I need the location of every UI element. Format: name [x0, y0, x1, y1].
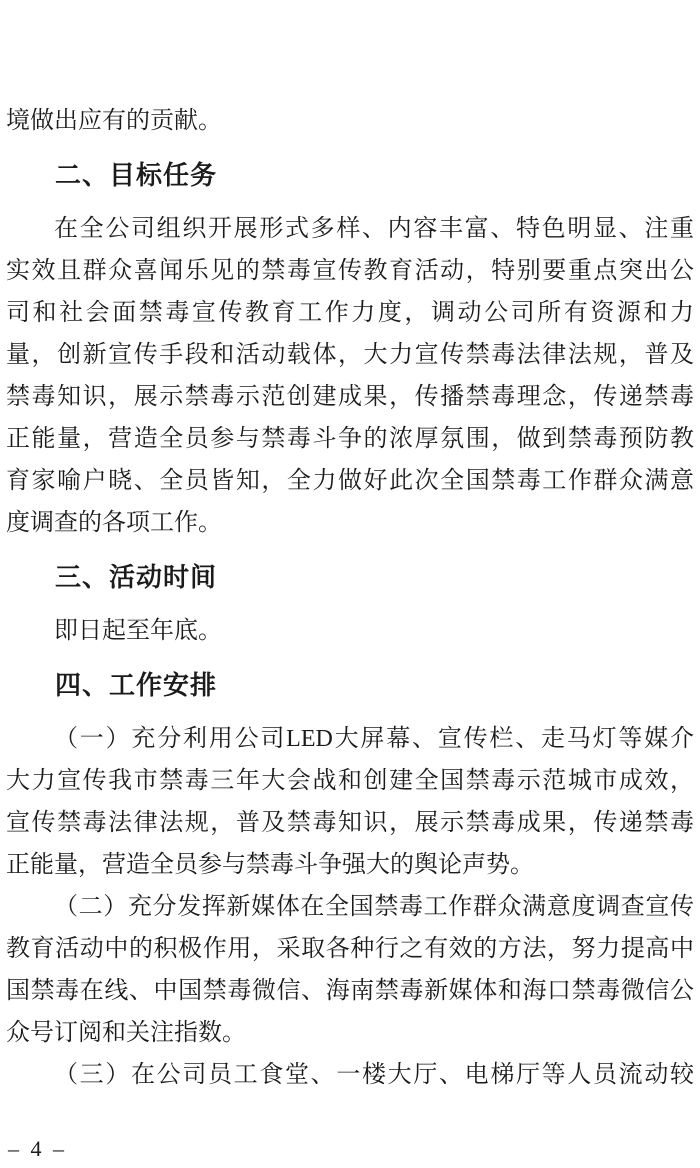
text-line: 大力宣传我市禁毒三年大会战和创建全国禁毒示范城市成效， [6, 768, 694, 794]
section-heading: 四、工作安排 [55, 670, 218, 700]
paragraph [6, 100, 694, 142]
text-line: 禁毒知识，展示禁毒示范创建成果，传播禁毒理念，传递禁毒 [6, 384, 694, 410]
text-line: 教育活动中的积极作用，采取各种行之有效的方法，努力提高中 [6, 936, 694, 962]
text-line: 宣传禁毒法律法规，普及禁毒知识，展示禁毒成果，传递禁毒 [6, 810, 694, 836]
text-line: 司和社会面禁毒宣传教育工作力度，调动公司所有资源和力 [6, 300, 694, 326]
text-line: （三）在公司员工食堂、一楼大厅、电梯厅等人员流动较 [54, 1062, 694, 1088]
text-line: 育家喻户晓、全员皆知，全力做好此次全国禁毒工作群众满意 [6, 468, 694, 494]
text-line: （一）充分利用公司LED大屏幕、宣传栏、走马灯等媒介 [54, 726, 694, 752]
text-line: 国禁毒在线、中国禁毒微信、海南禁毒新媒体和海口禁毒微信公 [6, 978, 694, 1004]
text-line: 即日起至年底。 [54, 618, 222, 644]
paragraph [6, 208, 694, 544]
page-number: – 4 – [8, 1136, 67, 1161]
paragraph [6, 610, 694, 652]
paragraph [6, 1054, 694, 1096]
text-line: 度调查的各项工作。 [6, 510, 222, 536]
text-line: 正能量，营造全员参与禁毒斗争强大的舆论声势。 [6, 852, 534, 878]
text-line: 量，创新宣传手段和活动载体，大力宣传禁毒法律法规，普及 [6, 342, 694, 368]
paragraph [6, 886, 694, 1054]
text-line: 境做出应有的贡献。 [6, 108, 222, 134]
text-line: 在全公司组织开展形式多样、内容丰富、特色明显、注重 [54, 216, 694, 242]
text-line: （二）充分发挥新媒体在全国禁毒工作群众满意度调查宣传 [54, 894, 694, 920]
paragraph [6, 718, 694, 886]
text-line: 正能量，营造全员参与禁毒斗争的浓厚氛围，做到禁毒预防教 [6, 426, 694, 452]
section-heading: 二、目标任务 [55, 160, 218, 190]
text-line: 众号订阅和关注指数。 [6, 1020, 246, 1046]
document-body [6, 100, 694, 1096]
text-line: 实效且群众喜闻乐见的禁毒宣传教育活动，特别要重点突出公 [6, 258, 694, 284]
section-heading: 三、活动时间 [55, 562, 218, 592]
